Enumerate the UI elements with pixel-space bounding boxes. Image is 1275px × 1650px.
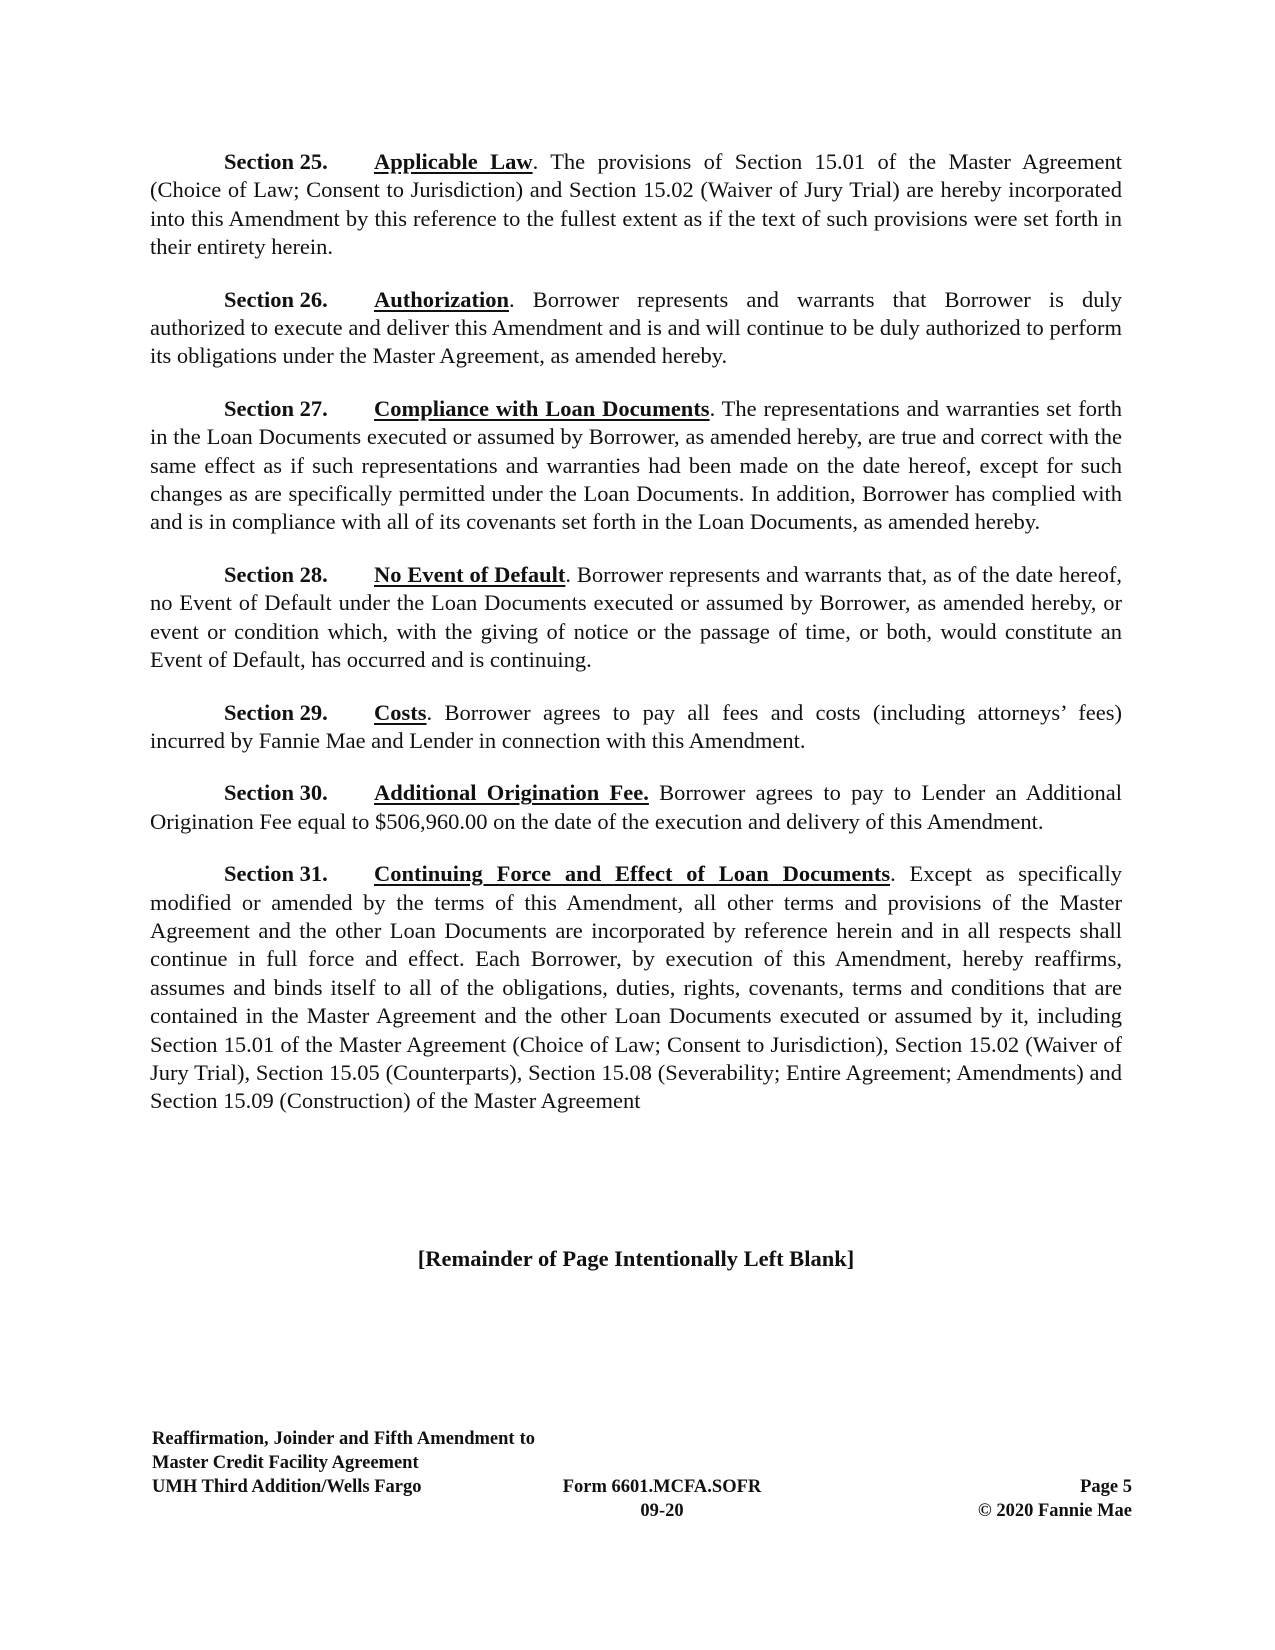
section-number: Section 27. — [224, 395, 328, 421]
footer-center — [517, 1475, 807, 1523]
section-text: The provisions of Section 15.01 of the Master Agreement (Choice of Law; Consent to Jurisdiction) and Section 15.02 (Waiver of Jury Trial) are hereby incorporated into this Amendment by this reference to the fullest extent as if the text of such provisions were set forth in their entirety herein. — [150, 149, 1122, 260]
section-text: Borrower represents and warrants that, as of the date hereof, no Event of Default under the Loan Documents executed or assumed by Borrower, as amended hereby, or event or condition which, with the giving of notice or the passage of time, or both, would constitute an Event of Default, has occurred and is continuing. — [150, 561, 1122, 673]
footer-form-number: Form 6601.MCFA.SOFR — [562, 1477, 762, 1497]
footer-left — [152, 1427, 535, 1499]
footer-form-date: 09-20 — [640, 1501, 684, 1521]
section-28 — [150, 561, 1122, 675]
footer-document-title: Reaffirmation, Joinder and Fifth Amendment to Master Credit Facility Agreement — [152, 1429, 535, 1473]
section-heading: Authorization — [374, 286, 509, 312]
section-30 — [150, 779, 1122, 836]
section-number: Section 30. — [224, 780, 328, 806]
footer-copyright: © 2020 Fannie Mae — [977, 1501, 1132, 1521]
section-number: Section 29. — [224, 699, 328, 725]
section-number: Section 25. — [224, 149, 328, 174]
section-heading: Costs — [374, 699, 427, 725]
section-heading: Compliance with Loan Documents — [374, 395, 710, 421]
section-26 — [150, 286, 1122, 371]
remainder-blank-notice: [Remainder of Page Intentionally Left Blank] — [417, 1246, 855, 1271]
section-text: Borrower represents and warrants that Borrower is duly authorized to execute and deliver this Amendment and is and will continue to be duly authorized to perform its obligations under the Master Agreement, as amended hereby. — [150, 286, 1122, 369]
section-27 — [150, 395, 1122, 537]
section-number: Section 28. — [224, 561, 328, 587]
section-text: The representations and warranties set forth in the Loan Documents executed or assumed by Borrower, as amended hereby, are true and correct with the same effect as if such representations and warranties had been made on the date hereof, except for such changes as are specifically permitted under the Loan Documents. In addition, Borrower has complied with and is in compliance with all of its covenants set forth in the Loan Documents, as amended hereby. — [150, 395, 1122, 535]
heading-punct: . — [532, 149, 539, 174]
section-heading: Additional Origination Fee. — [374, 780, 649, 806]
section-heading: No Event of Default — [374, 561, 566, 587]
heading-punct: . — [509, 286, 515, 312]
footer-project: UMH Third Addition/Wells Fargo — [152, 1477, 422, 1497]
section-text: Borrower agrees to pay all fees and costs (including attorneys’ fees) incurred by Fannie Mae and Lender in connection with this Amendment. — [150, 699, 1122, 753]
heading-punct: . — [709, 395, 716, 421]
page-footer — [152, 1427, 1132, 1527]
section-text: Except as specifically modified or amended by the terms of this Amendment, all other terms and provisions of the Master Agreement and the other Loan Documents are incorporated by reference herein and in all respects shall continue in full force and effect. Each Borrower, by execution of this Amendment, hereby reaffirms, assumes and binds itself to all of the obligations, duties, rights, covenants, terms and conditions that are contained in the Master Agreement and the other Loan Documents executed or assumed by it, including Section 15.01 of the Master Agreement (Choice of Law; Consent to Jurisdiction), Section 15.02 (Waiver of Jury Trial), Section 15.05 (Counterparts), Section 15.08 (Severability; Entire Agreement; Amendments) and Section 15.09 (Construction) of the Master Agreement — [150, 861, 1122, 1114]
heading-punct: . — [890, 861, 896, 887]
section-number: Section 26. — [224, 286, 328, 312]
section-25 — [150, 148, 1122, 262]
section-text: Borrower agrees to pay to Lender an Additional Origination Fee equal to $506,960.00 on the date of the execution and delivery of this Amendment. — [150, 780, 1122, 834]
section-number: Section 31. — [224, 861, 328, 887]
section-heading: Applicable Law — [374, 149, 533, 174]
footer-right — [872, 1475, 1132, 1523]
heading-punct: . — [426, 699, 433, 725]
section-29 — [150, 699, 1122, 756]
document-body — [150, 148, 1122, 1140]
section-31 — [150, 860, 1122, 1116]
section-heading: Continuing Force and Effect of Loan Documents — [374, 861, 891, 887]
heading-punct: . — [565, 561, 571, 587]
footer-page-number: Page 5 — [1080, 1477, 1132, 1497]
